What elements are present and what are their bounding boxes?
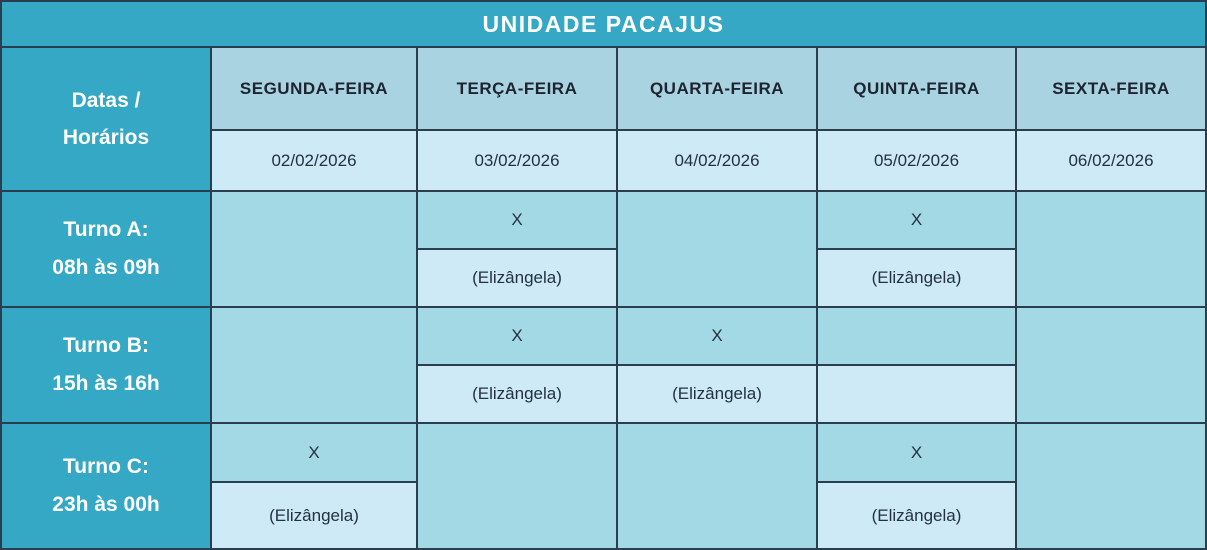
date-cell-quinta: 05/02/2026 xyxy=(818,131,1015,190)
day-header-terca: TERÇA-FEIRA xyxy=(418,48,616,129)
cell-empty-turno-c-terca xyxy=(418,424,616,548)
staff-cell-turno-c-segunda: (Elizângela) xyxy=(212,483,416,548)
corner-header xyxy=(2,48,210,190)
cell-empty-turno-a-quarta xyxy=(618,192,816,306)
staff-cell-turno-b-quarta: (Elizângela) xyxy=(618,366,816,422)
shift-label-turno-c xyxy=(2,424,210,548)
shift-name: Turno A: xyxy=(63,218,149,241)
shift-label-turno-a xyxy=(2,192,210,306)
page-title: UNIDADE PACAJUS xyxy=(2,2,1205,46)
shift-label-turno-b xyxy=(2,308,210,422)
date-cell-terca: 03/02/2026 xyxy=(418,131,616,190)
shift-hours: 23h às 00h xyxy=(52,493,160,516)
day-header-sexta: SEXTA-FEIRA xyxy=(1017,48,1205,129)
date-cell-quarta: 04/02/2026 xyxy=(618,131,816,190)
day-header-segunda: SEGUNDA-FEIRA xyxy=(212,48,416,129)
cell-empty-top-turno-b-quinta xyxy=(818,308,1015,364)
day-header-quarta: QUARTA-FEIRA xyxy=(618,48,816,129)
cell-empty-turno-c-sexta xyxy=(1017,424,1205,548)
mark-cell-turno-c-quinta: X xyxy=(818,424,1015,481)
shift-name: Turno C: xyxy=(63,455,149,478)
cell-empty-turno-b-sexta xyxy=(1017,308,1205,422)
date-cell-segunda: 02/02/2026 xyxy=(212,131,416,190)
mark-cell-turno-a-terca: X xyxy=(418,192,616,248)
shift-name: Turno B: xyxy=(63,334,149,357)
date-cell-sexta: 06/02/2026 xyxy=(1017,131,1205,190)
cell-empty-turno-c-quarta xyxy=(618,424,816,548)
cell-empty-turno-a-sexta xyxy=(1017,192,1205,306)
staff-cell-turno-b-terca: (Elizângela) xyxy=(418,366,616,422)
cell-empty-turno-b-segunda xyxy=(212,308,416,422)
shift-hours: 15h às 16h xyxy=(52,372,160,395)
staff-cell-turno-a-quinta: (Elizângela) xyxy=(818,250,1015,306)
mark-cell-turno-b-terca: X xyxy=(418,308,616,364)
corner-header-line2: Horários xyxy=(62,125,150,149)
shift-hours: 08h às 09h xyxy=(52,256,160,279)
corner-header-line1: Datas / xyxy=(71,88,141,112)
cell-empty-turno-a-segunda xyxy=(212,192,416,306)
mark-cell-turno-c-segunda: X xyxy=(212,424,416,481)
staff-cell-turno-a-terca: (Elizângela) xyxy=(418,250,616,306)
cell-empty-bottom-turno-b-quinta xyxy=(818,366,1015,422)
mark-cell-turno-a-quinta: X xyxy=(818,192,1015,248)
mark-cell-turno-b-quarta: X xyxy=(618,308,816,364)
day-header-quinta: QUINTA-FEIRA xyxy=(818,48,1015,129)
staff-cell-turno-c-quinta: (Elizângela) xyxy=(818,483,1015,548)
